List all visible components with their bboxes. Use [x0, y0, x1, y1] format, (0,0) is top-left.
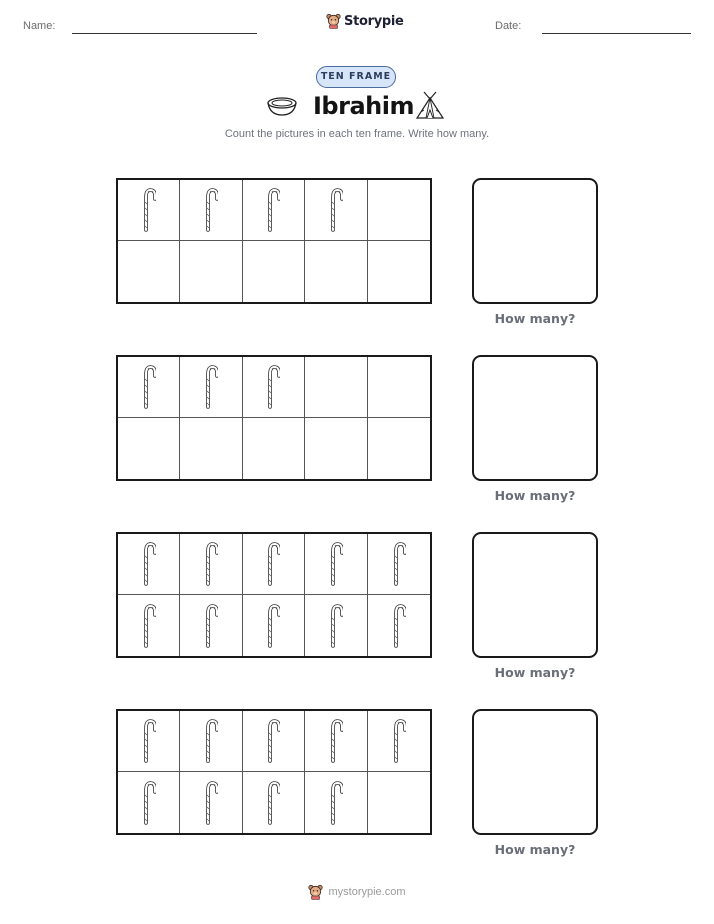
- ten-frame: [116, 532, 432, 658]
- filled-cell: [180, 711, 242, 772]
- candy-cane-icon: [329, 719, 343, 763]
- date-label: Date:: [495, 20, 522, 32]
- empty-cell: [368, 241, 430, 302]
- candy-cane-icon: [142, 365, 156, 409]
- candy-cane-icon: [329, 781, 343, 825]
- filled-cell: [305, 180, 367, 241]
- filled-cell: [180, 595, 242, 656]
- teepee-icon: [414, 90, 446, 120]
- candy-cane-icon: [392, 719, 406, 763]
- name-line: [72, 33, 257, 34]
- student-name: Ibrahim: [313, 92, 414, 120]
- brand-name: Storypie: [344, 13, 404, 29]
- candy-cane-icon: [392, 542, 406, 586]
- candy-cane-icon: [266, 188, 280, 232]
- empty-cell: [180, 241, 242, 302]
- filled-cell: [243, 595, 305, 656]
- answer-box[interactable]: [472, 178, 598, 304]
- empty-cell: [243, 241, 305, 302]
- ten-frame: [116, 178, 432, 304]
- filled-cell: [180, 357, 242, 418]
- candy-cane-icon: [142, 604, 156, 648]
- candy-cane-icon: [329, 188, 343, 232]
- filled-cell: [243, 534, 305, 595]
- ten-frame: [116, 355, 432, 481]
- how-many-label: How many?: [494, 311, 576, 326]
- answer-box[interactable]: [472, 532, 598, 658]
- brand-logo: [326, 13, 404, 29]
- answer-box[interactable]: [472, 355, 598, 481]
- empty-cell: [243, 418, 305, 479]
- instructions: Count the pictures in each ten frame. Write how many.: [224, 128, 490, 140]
- candy-cane-icon: [266, 542, 280, 586]
- filled-cell: [243, 711, 305, 772]
- filled-cell: [118, 711, 180, 772]
- candy-cane-icon: [142, 781, 156, 825]
- filled-cell: [305, 711, 367, 772]
- candy-cane-icon: [266, 719, 280, 763]
- filled-cell: [180, 534, 242, 595]
- filled-cell: [243, 180, 305, 241]
- bowl-icon: [266, 96, 298, 118]
- candy-cane-icon: [204, 365, 218, 409]
- filled-cell: [305, 595, 367, 656]
- filled-cell: [180, 772, 242, 833]
- filled-cell: [368, 711, 430, 772]
- filled-cell: [118, 595, 180, 656]
- filled-cell: [118, 772, 180, 833]
- candy-cane-icon: [266, 604, 280, 648]
- name-label: Name:: [23, 20, 56, 32]
- candy-cane-icon: [142, 542, 156, 586]
- filled-cell: [180, 180, 242, 241]
- filled-cell: [368, 595, 430, 656]
- candy-cane-icon: [142, 719, 156, 763]
- candy-cane-icon: [204, 188, 218, 232]
- filled-cell: [118, 357, 180, 418]
- footer-url: mystorypie.com: [328, 886, 406, 898]
- candy-cane-icon: [266, 781, 280, 825]
- candy-cane-icon: [204, 719, 218, 763]
- footer: [0, 884, 714, 900]
- how-many-label: How many?: [494, 665, 576, 680]
- empty-cell: [180, 418, 242, 479]
- candy-cane-icon: [392, 604, 406, 648]
- ten-frame-badge: TEN FRAME: [316, 66, 396, 88]
- candy-cane-icon: [204, 604, 218, 648]
- filled-cell: [305, 772, 367, 833]
- bear-mascot-icon: [308, 884, 323, 900]
- candy-cane-icon: [329, 542, 343, 586]
- candy-cane-icon: [329, 604, 343, 648]
- how-many-label: How many?: [494, 842, 576, 857]
- empty-cell: [368, 357, 430, 418]
- filled-cell: [243, 772, 305, 833]
- how-many-label: How many?: [494, 488, 576, 503]
- empty-cell: [368, 180, 430, 241]
- empty-cell: [118, 418, 180, 479]
- candy-cane-icon: [204, 542, 218, 586]
- candy-cane-icon: [204, 781, 218, 825]
- filled-cell: [243, 357, 305, 418]
- empty-cell: [305, 418, 367, 479]
- filled-cell: [118, 180, 180, 241]
- title-row: [0, 92, 714, 126]
- date-line: [542, 33, 691, 34]
- empty-cell: [368, 418, 430, 479]
- empty-cell: [368, 772, 430, 833]
- filled-cell: [305, 534, 367, 595]
- bear-mascot-icon: [326, 13, 341, 29]
- ten-frame: [116, 709, 432, 835]
- candy-cane-icon: [142, 188, 156, 232]
- answer-box[interactable]: [472, 709, 598, 835]
- empty-cell: [118, 241, 180, 302]
- candy-cane-icon: [266, 365, 280, 409]
- filled-cell: [118, 534, 180, 595]
- empty-cell: [305, 357, 367, 418]
- filled-cell: [368, 534, 430, 595]
- empty-cell: [305, 241, 367, 302]
